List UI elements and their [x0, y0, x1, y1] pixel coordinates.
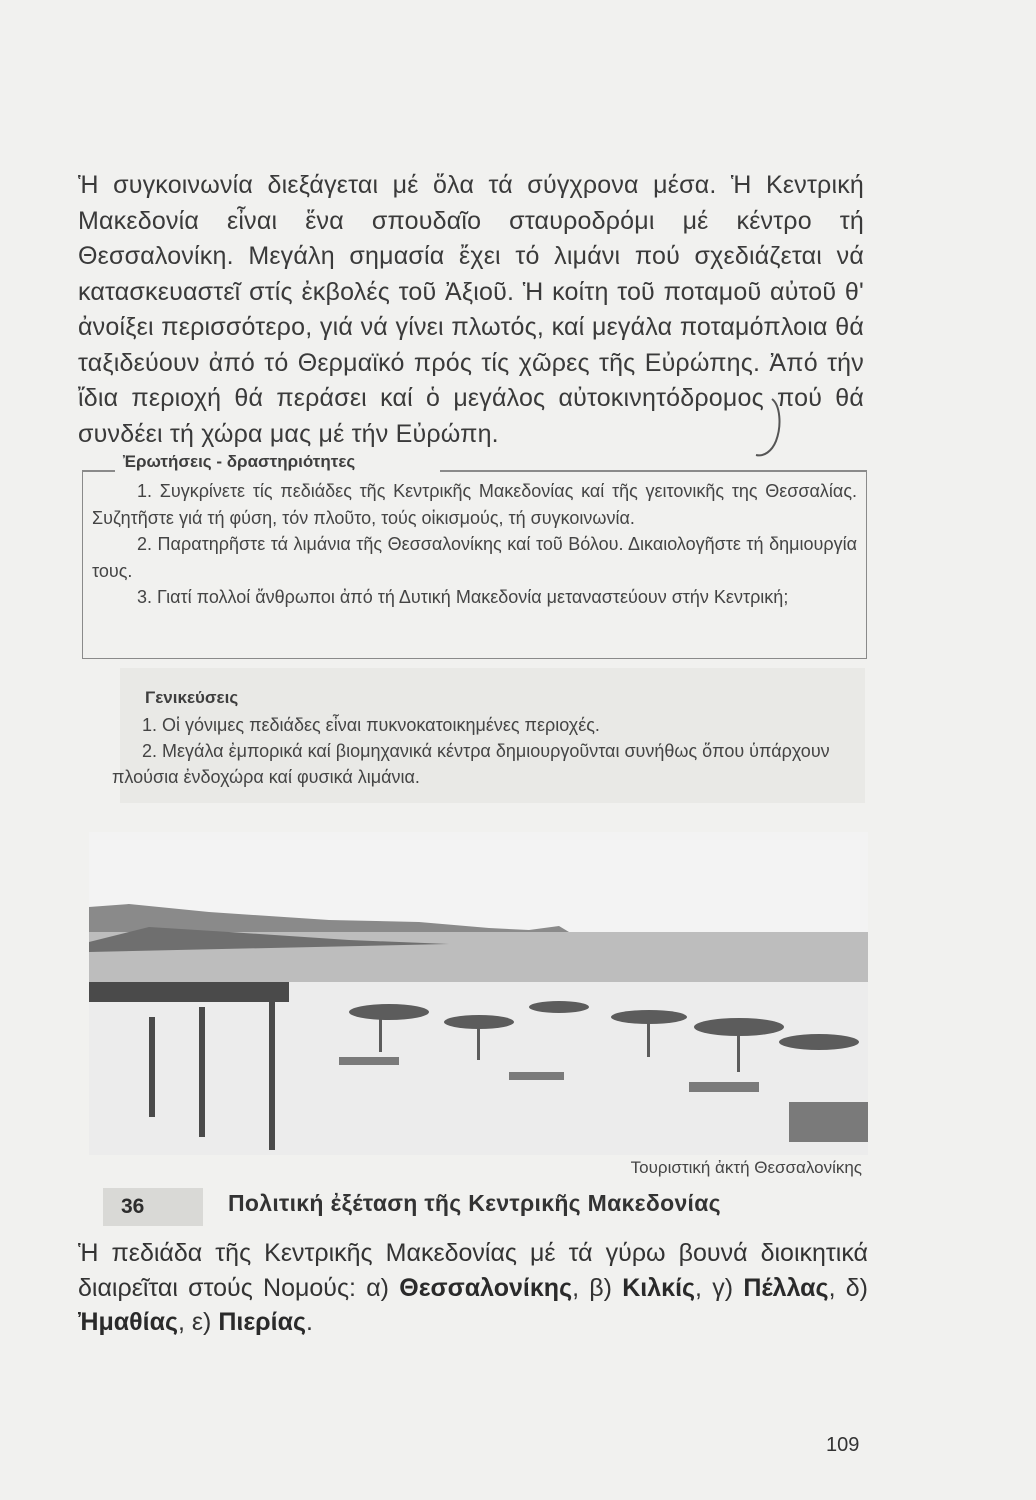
prefecture-thessaloniki: Θεσσαλονίκης — [399, 1273, 573, 1302]
photo-caption: Τουριστική ἀκτή Θεσσαλονίκης — [630, 1158, 862, 1177]
intro-paragraph: Ἡ συγκοινωνία διεξάγεται μέ ὅλα τά σύγχρονα μέσα. Ἡ Κεντρική Μακεδονία εἶναι ἕνα σπουδαῖο σταυροδρόμι μέ κέντρο τή Θεσσαλονίκη. Μεγάλη σημασία ἔχει τό λιμάνι πού σχεδιάζεται νά κατασκευαστεῖ στίς ἐκβολές τοῦ Ἀξιοῦ. Ἡ κοίτη τοῦ ποταμοῦ αὐτοῦ θ' ἀνοίξει περισσότερο, γιά νά γίνει πλωτός, καί μεγάλα ποταμόπλοια θά ταξιδεύουν ἀπό τό Θερμαϊκό πρός τίς χῶρες τῆς Εὐρώπης. Ἀπό τήν ἴδια περιοχή θά περάσει καί ὁ μεγάλος αὐτοκινητόδρομος πού θά συνδέει τή χώρα μας μέ τήν Εὐρώπη. — [78, 171, 864, 448]
period: . — [305, 1308, 313, 1336]
separator: , γ) — [695, 1273, 744, 1302]
question-item-3: 3. Γιατί πολλοί ἄνθρωποι ἀπό τή Δυτική Μακεδονία μεταναστεύουν στήν Κεντρική; — [137, 587, 789, 607]
generalization-item-2: 2. Μεγάλα ἐμπορικά καί βιομηχανικά κέντρα δημιουργοῦνται συνήθως ὅπου ὑπάρχουν πλούσια ἐνδοχώρα καί φυσικά λιμάνια. — [112, 741, 830, 787]
page-number: 109 — [826, 1434, 860, 1456]
section-paragraph — [78, 1236, 868, 1340]
prefecture-kilkis: Κιλκίς — [622, 1273, 696, 1302]
question-item-2: 2. Παρατηρῆστε τά λιμάνια τῆς Θεσσαλονίκης καί τοῦ Βόλου. Δικαιολογῆστε τή δημιουργία τους. — [92, 534, 857, 581]
section-number: 36 — [103, 1188, 203, 1226]
handwritten-mark — [750, 395, 790, 465]
section-text: Ἡ πεδιάδα τῆς Κεντρικῆς Μακεδονίας μέ τά γύρω βουνά διοικητικά διαιρεῖται στούς Νομούς: α) — [78, 1239, 868, 1302]
questions-list — [92, 478, 857, 611]
prefecture-imathia: Ἠμαθίας — [78, 1308, 178, 1336]
beach-photo — [89, 832, 868, 1155]
question-item-1: 1. Συγκρίνετε τίς πεδιάδες τῆς Κεντρικῆς Μακεδονίας καί τῆς γειτονικῆς της Θεσσαλίας. Συζητῆστε γιά τή φύση, τόν πλοῦτο, τούς οἰκισμούς, τή συγκοινωνία. — [92, 481, 857, 528]
prefecture-pella: Πέλλας — [743, 1273, 829, 1302]
separator: , δ) — [828, 1273, 869, 1302]
section-title: Πολιτική ἐξέταση τῆς Κεντρικῆς Μακεδονίας — [228, 1190, 721, 1216]
generalizations-list — [112, 712, 872, 790]
generalization-item-1: 1. Οἱ γόνιμες πεδιάδες εἶναι πυκνοκατοικημένες περιοχές. — [142, 715, 600, 735]
separator: , ε) — [178, 1308, 219, 1336]
questions-title: Ἐρωτήσεις - δραστηριότητες — [115, 452, 363, 472]
generalizations-title: Γενικεύσεις — [145, 688, 239, 707]
separator: , β) — [572, 1273, 623, 1302]
prefecture-pieria: Πιερίας — [218, 1308, 306, 1336]
